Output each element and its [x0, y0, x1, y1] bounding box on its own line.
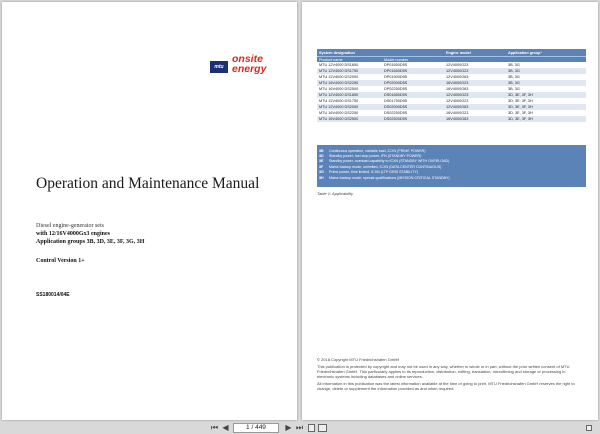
legend-item	[319, 148, 584, 153]
table-header-row	[317, 49, 586, 56]
single-page-view-icon[interactable]	[308, 424, 315, 432]
legend-code: 3F	[319, 164, 324, 169]
table-cell-engine: 12V4000G23	[446, 63, 469, 67]
table-cell-engine: 16V4000G23	[446, 111, 469, 115]
table-body	[317, 62, 586, 122]
logo-line2: energy	[232, 63, 267, 75]
legend-item	[319, 175, 584, 180]
document-id: SS180014/04E	[36, 292, 70, 298]
table-cell-product: MTU 16V4000 DS2250	[319, 111, 359, 115]
legend-item	[319, 170, 584, 175]
legend-description: Standby power, fuel stop power, IFN (STANDBY POWER)	[329, 154, 422, 159]
legend-item	[319, 159, 584, 164]
legend-code: 3E	[319, 159, 324, 164]
table-cell-model: DS01650D5S	[384, 93, 408, 97]
application-group-legend	[317, 145, 586, 187]
copyright-notice	[317, 357, 577, 393]
last-page-button[interactable]: ⏭	[295, 423, 304, 432]
subtitle-line1: Diesel engine-generator sets	[36, 223, 104, 229]
table-cell-group: 3B, 3G	[508, 69, 520, 73]
table-cell-product: MTU 12V4000 DS1750	[319, 99, 359, 103]
applicability-table	[317, 49, 586, 122]
table-cell-model: DP01900D5S	[384, 75, 408, 79]
table-cell-group: 3B, 3G	[508, 63, 520, 67]
table-cell-model: DS02250D5S	[384, 111, 408, 115]
table-cell-group: 3D, 3E, 3F, 3H	[508, 117, 533, 121]
table-cell-group: 3B, 3G	[508, 75, 520, 79]
table-cell-engine: 12V4000G63	[446, 105, 469, 109]
table-cell-group: 3B, 3G	[508, 87, 520, 91]
header-engine-model: Engine model	[446, 50, 471, 55]
table-cell-model: DS02500D5S	[384, 117, 408, 121]
table-cell-product: MTU 12V4000 DS2000	[319, 105, 359, 109]
subtitle-line3: Application groups 3B, 3D, 3E, 3F, 3G, 3H	[36, 239, 145, 245]
first-page-button[interactable]: ⏮	[210, 423, 219, 432]
table-cell-engine: 16V4000G23	[446, 81, 469, 85]
table-cell-group: 3B, 3G	[508, 81, 520, 85]
table-cell-model: DP01650D5S	[384, 63, 408, 67]
legend-code: 3B	[319, 148, 324, 153]
table-cell-group: 3D, 3E, 3F, 3H	[508, 93, 533, 97]
table-cell-group: 3D, 3E, 3F, 3H	[508, 111, 533, 115]
legend-code: 3G	[319, 170, 324, 175]
cover-page	[2, 2, 297, 420]
previous-page-button[interactable]: ◀	[222, 423, 229, 432]
table-cell-model: DP02000D5S	[384, 81, 408, 85]
table-cell-product: MTU 16V4000 DS2250	[319, 81, 359, 85]
subtitle-line2: with 12/16V4000Gx3 engines	[36, 231, 111, 237]
legend-description: Prime power, time limited, ICXN (LTP GRID STABILITY)	[329, 170, 419, 175]
legend-description: Continuous operation, variable load, ICXN (PRIME POWER)	[329, 148, 426, 153]
mtu-onsite-energy-logo	[210, 54, 290, 78]
fullscreen-icon[interactable]	[586, 425, 592, 431]
table-cell-model: DS01750D5S	[384, 99, 408, 103]
document-title: Operation and Maintenance Manual	[36, 175, 260, 192]
table-cell-engine: 12V4000G23	[446, 69, 469, 73]
header-model-number: Model number	[384, 57, 409, 62]
legend-item	[319, 164, 584, 169]
table-cell-model: DP02250D5S	[384, 87, 408, 91]
table-cell-engine: 12V4000G23	[446, 99, 469, 103]
copyright-paragraph-2: All information in this publication was the latest information available at the time of going to print. MTU Friedrichshafen GmbH reserves the right to change, delete or supplement the information provided as and when required.	[317, 381, 575, 391]
control-version: Control Version 1+	[36, 258, 85, 264]
logo-wordmark	[232, 54, 290, 74]
legend-code: 3D	[319, 154, 324, 159]
viewer-toolbar	[0, 422, 600, 434]
legend-description: Mains backup mode, unlimited, ICXN (DATA CENTER CONTINUOUS)	[329, 164, 442, 169]
table-cell-product: MTU 12V4000 DS1750	[319, 69, 359, 73]
two-page-view-icon[interactable]	[318, 424, 327, 432]
table-cell-product: MTU 16V4000 DS2500	[319, 117, 359, 121]
legend-description: Standby power, overload capability to ICXN (STANDBY WITH OVERLOAD)	[329, 159, 450, 164]
table-cell-group: 3D, 3E, 3F, 3H	[508, 105, 533, 109]
table-cell-product: MTU 12V4000 DS1650	[319, 63, 359, 67]
legend-description: Mains backup mode, special qualifications (MISSION CRITICAL STANDBY)	[329, 175, 450, 180]
header-product-name: Product name	[319, 57, 343, 62]
table-cell-engine: 12V4000G23	[446, 93, 469, 97]
table-cell-product: MTU 12V4000 DS2000	[319, 75, 359, 79]
table-row	[317, 116, 586, 122]
header-application-group: Application group¹	[508, 50, 542, 55]
table-cell-model: DS02000D5S	[384, 105, 408, 109]
table-cell-engine: 16V4000G63	[446, 117, 469, 121]
legend-code: 3H	[319, 175, 324, 180]
header-system-designation: System designation	[319, 50, 355, 55]
table-cell-product: MTU 16V4000 DS2500	[319, 87, 359, 91]
table-cell-product: MTU 12V4000 DS1650	[319, 93, 359, 97]
table-cell-engine: 12V4000G63	[446, 75, 469, 79]
document-subtitle	[36, 222, 286, 246]
page-number-input[interactable]: 1 / 449	[233, 423, 279, 433]
legend-item	[319, 153, 584, 158]
next-page-button[interactable]: ▶	[285, 423, 292, 432]
table-cell-engine: 16V4000G63	[446, 87, 469, 91]
copyright-paragraph-1: This publication is protected by copyright and may not be used in any way, whether in whole or in part, without the prior written consent of MTU Friedrichshafen GmbH. This particularly applies to its reproduction, distribution, editing, translation, microfilming and storage or processing in electronic systems including databases and online services.	[317, 364, 570, 379]
logo-badge: mtu	[210, 61, 228, 73]
table-cell-group: 3D, 3E, 3F, 3H	[508, 99, 533, 103]
copyright-line: © 2016 Copyright MTU Friedrichshafen GmbH	[317, 357, 400, 362]
table-cell-model: DP01650D5S	[384, 69, 408, 73]
table-caption: Table 1: Applicability	[317, 191, 354, 196]
applicability-page	[302, 2, 598, 420]
logo-line1: onsite	[232, 53, 263, 65]
